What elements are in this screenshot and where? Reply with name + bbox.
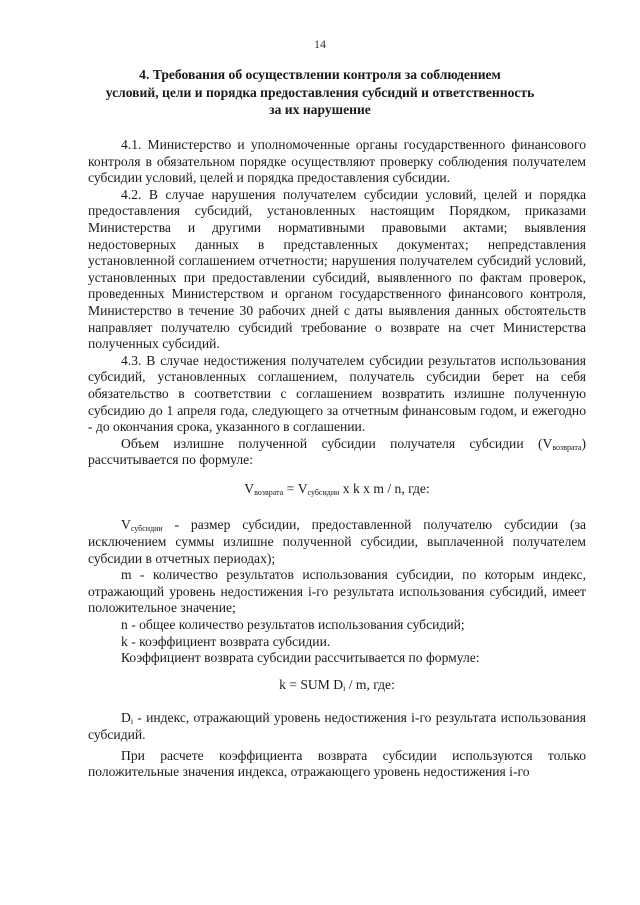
definition-n: n - общее количество результатов использования субсидий; (121, 617, 465, 633)
heading-line-2: условий, цели и порядка предоставления субсидий и ответственность (105, 84, 535, 100)
section-heading (60, 66, 580, 119)
k-formula: k = SUM $D_i$ / m, где: (279, 676, 395, 693)
heading-line-1: 4. Требования об осуществлении контроля за соблюдением (139, 67, 501, 82)
volume-formula: $V_{возврата} = V_{субсидии}$ x k x m / n, где: (244, 480, 430, 497)
paragraph-4-1: 4.1. Министерство и уполномоченные органы государственного финансового контроля в обязательном порядке осуществляют проверку соблюдения получателем субсидии условий, целей и порядка предоставления субсидии. (88, 137, 586, 186)
last-paragraph: При расчете коэффициента возврата субсидии используются только положительные значения индекса, отражающего уровень недостижения i-го (88, 747, 586, 780)
heading-line-3: за их нарушение (269, 102, 371, 117)
page-number: 14 (314, 37, 326, 51)
definition-v-subsidy: $V_{субсидии}$ - размер субсидии, предоставленной получателю субсидии (за исключением суммы излишне полученной субсидии, выплаченной получателем субсидии в отчетных периодах); (88, 517, 586, 566)
paragraph-4-2: 4.2. В случае нарушения получателем субсидии условий, целей и порядка предоставления субсидий, установленных настоящим Порядком, приказами Министерства и другими нормативными правовыми актами; выявления недостоверных данных в представленных документах; непредставления установленной соглашением отчетности; нарушения получателем субсидий условий, установленных при предоставлении субсидий, выявленного по фактам проверок, проведенных Министерством и органом государственного финансового контроля, Министерство в течение 30 рабочих дней с даты выявления данных обстоятельств направляет получателю субсидий требование о возврате на счет Министерства полученных субсидий. (88, 186, 586, 352)
definition-k: k - коэффициент возврата субсидии. (121, 633, 331, 649)
definition-d: $D_i$ - индекс, отражающий уровень недостижения i-го результата использования субсидий. (88, 710, 586, 742)
definition-m: m - количество результатов использования субсидии, по которым индекс, отражающий уровень недостижения i-го результата использования субсидий, имеет положительное значение; (88, 567, 586, 616)
paragraph-4-3: 4.3. В случае недостижения получателем субсидии результатов использования субсидий, установленных соглашением, получатель субсидии берет на себя обязательство в соответствии с соглашением возвратить излишне полученную субсидию до 1 апреля года, следующего за отчетным финансовым годом, и ежегодно - до окончания срока, указанного в соглашении. (88, 352, 586, 435)
document-body (88, 137, 586, 781)
k-formula-intro: Коэффициент возврата субсидии рассчитывается по формуле: (121, 650, 480, 666)
volume-formula-intro: Объем излишне полученной субсидии получателя субсидии $(V_{возврата})$ рассчитывается по формуле: (88, 435, 586, 468)
